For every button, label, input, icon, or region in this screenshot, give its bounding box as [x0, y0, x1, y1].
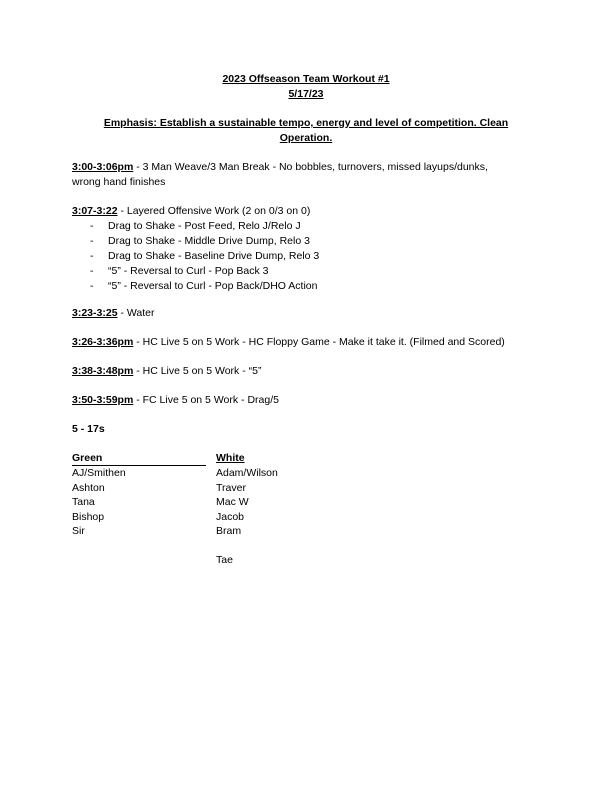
- bullet-dash: -: [90, 265, 94, 277]
- group-count-label: 5 - 17s: [72, 423, 105, 435]
- bullet-dash: -: [90, 220, 94, 232]
- green-player: Tana: [72, 496, 95, 508]
- list-item: - “5” - Reversal to Curl - Pop Back/DHO Action: [90, 280, 318, 292]
- block-text: - HC Live 5 on 5 Work - “5”: [133, 365, 262, 377]
- schedule-block-5: [72, 364, 542, 379]
- block-text-continued: wrong hand finishes: [72, 176, 166, 188]
- green-team-header: Green: [72, 452, 103, 464]
- green-player: Bishop: [72, 511, 105, 523]
- green-player: Sir: [72, 525, 85, 537]
- schedule-block-1: [72, 160, 542, 190]
- white-player: Adam/Wilson: [216, 467, 278, 479]
- white-player: Bram: [216, 525, 242, 537]
- list-item: - Drag to Shake - Middle Drive Dump, Relo 3: [90, 235, 310, 247]
- block-time: 3:00-3:06pm: [72, 161, 134, 173]
- white-player-extra: Tae: [216, 554, 233, 566]
- block-time: 3:23-3:25: [72, 307, 118, 319]
- list-item: - “5” - Reversal to Curl - Pop Back 3: [90, 265, 269, 277]
- emphasis-line-1: Emphasis: Establish a sustainable tempo, energy and level of competition. Clean: [103, 117, 509, 129]
- list-item: - Drag to Shake - Post Feed, Relo J/Relo J: [90, 220, 301, 232]
- schedule-block-6: [72, 393, 542, 408]
- block-text: - HC Live 5 on 5 Work - HC Floppy Game - Make it take it. (Filmed and Scored): [133, 336, 505, 348]
- bullet-dash: -: [90, 280, 94, 292]
- green-player: AJ/Smithen: [72, 467, 126, 479]
- block-text: - FC Live 5 on 5 Work - Drag/5: [133, 394, 279, 406]
- block-text: - Layered Offensive Work (2 on 0/3 on 0): [117, 205, 311, 217]
- block-time: 3:50-3:59pm: [72, 394, 134, 406]
- document-date: 5/17/23: [288, 88, 324, 100]
- block-time: 3:07-3:22: [72, 205, 118, 217]
- block-text: - 3 Man Weave/3 Man Break - No bobbles, turnovers, missed layups/dunks,: [133, 161, 488, 173]
- white-player: Traver: [216, 482, 246, 494]
- schedule-block-3: [72, 306, 542, 321]
- emphasis-line-2: Operation.: [279, 132, 333, 144]
- schedule-block-4: [72, 335, 542, 350]
- bullet-dash: -: [90, 250, 94, 262]
- schedule-block-2: [72, 204, 542, 219]
- green-player: Ashton: [72, 482, 105, 494]
- document-title: 2023 Offseason Team Workout #1: [222, 73, 390, 85]
- block-time: 3:38-3:48pm: [72, 365, 134, 377]
- white-team-header: White: [216, 452, 245, 464]
- offense-drill-list: [72, 219, 319, 294]
- list-item: - Drag to Shake - Baseline Drive Dump, Relo 3: [90, 250, 320, 262]
- block-time: 3:26-3:36pm: [72, 336, 134, 348]
- bullet-dash: -: [90, 235, 94, 247]
- block-text: - Water: [117, 307, 155, 319]
- white-player: Mac W: [216, 496, 249, 508]
- white-player: Jacob: [216, 511, 245, 523]
